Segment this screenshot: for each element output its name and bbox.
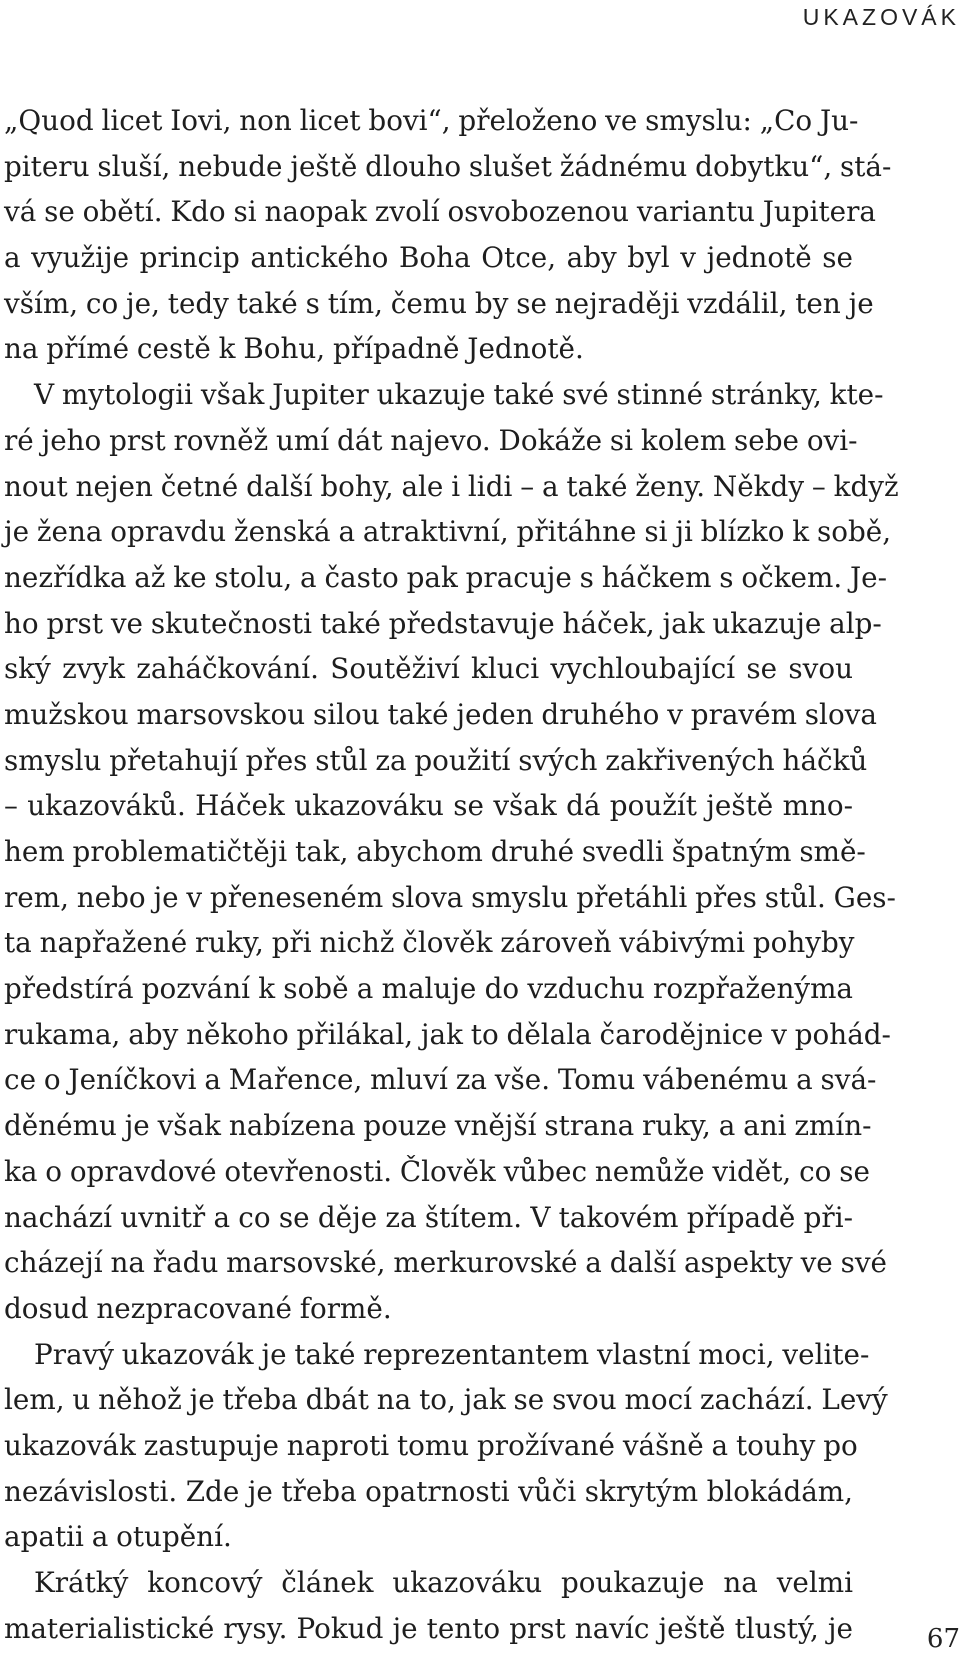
text-line: piteru sluší, nebude ještě dlouho slušet žádnému dobytku“, stá- bbox=[4, 149, 892, 183]
text-line: mužskou marsovskou silou také jeden druhého v pravém slova bbox=[4, 697, 877, 731]
text-line: ce o Jeníčkovi a Mařence, mluví za vše. Tomu vábenému a svá- bbox=[4, 1063, 877, 1097]
text-line: lem, u něhož je třeba dbát na to, jak se svou mocí zachází. Levý bbox=[4, 1383, 888, 1417]
text-line: je žena opravdu ženská a atraktivní, přitáhne si ji blízko k sobě, bbox=[4, 515, 892, 549]
text-line: cházejí na řadu marsovské, merkurovské a další aspekty ve své bbox=[4, 1246, 887, 1280]
page-number: 67 bbox=[926, 1624, 960, 1654]
text-line: rem, nebo je v přeneseném slova smyslu přetáhli přes stůl. Ges- bbox=[4, 880, 896, 914]
text-line: nachází uvnitř a co se děje za štítem. V takovém případě při- bbox=[4, 1200, 853, 1234]
text-line: vším, co je, tedy také s tím, čemu by se nejraději vzdálil, ten je bbox=[4, 286, 874, 320]
text-line: „Quod licet Iovi, non licet bovi“, přeloženo ve smyslu: „Co Ju- bbox=[4, 104, 859, 137]
text-line: smyslu přetahují přes stůl za použití svých zakřivených háčků bbox=[4, 743, 868, 777]
text-line: na přímé cestě k Bohu, případně Jednotě. bbox=[4, 332, 584, 366]
text-line: ho prst ve skutečnosti také představuje háček, jak ukazuje alp- bbox=[4, 606, 882, 640]
text-line: ukazovák zastupuje naproti tomu prožívané vášně a touhy po bbox=[4, 1428, 858, 1462]
text-line: dosud nezpracované formě. bbox=[4, 1291, 392, 1325]
text-line: ta napřažené ruky, při nichž člověk zároveň vábivými pohyby bbox=[4, 926, 855, 960]
running-head: UKAZOVÁK bbox=[802, 4, 960, 30]
text-line: nout nejen četné další bohy, ale i lidi – a také ženy. Někdy – když bbox=[4, 469, 899, 503]
text-line: ský zvyk zaháčkování. Soutěživí kluci vychloubající se svou bbox=[4, 652, 853, 686]
text-line: nezávislosti. Zde je třeba opatrnosti vůči skrytým blokádám, bbox=[4, 1474, 853, 1508]
text-line: hem problematičtěji tak, abychom druhé svedli špatným smě- bbox=[4, 835, 866, 868]
text-line: – ukazováků. Háček ukazováku se však dá použít ještě mno- bbox=[4, 789, 853, 823]
text-line: předstírá pozvání k sobě a maluje do vzduchu rozpřaženýma bbox=[4, 972, 853, 1006]
text-line: Krátký koncový článek ukazováku poukazuje na velmi bbox=[34, 1566, 853, 1599]
text-line: V mytologii však Jupiter ukazuje také své stinné stránky, kte- bbox=[34, 378, 884, 412]
text-line: děnému je však nabízena pouze vnější strana ruky, a ani zmín- bbox=[4, 1109, 872, 1143]
text-line: rukama, aby někoho přilákal, jak to dělala čarodějnice v pohád- bbox=[4, 1017, 891, 1051]
text-line: a využije princip antického Boha Otce, aby byl v jednotě se bbox=[4, 241, 853, 275]
text-line: vá se obětí. Kdo si naopak zvolí osvobozenou variantu Jupitera bbox=[4, 195, 876, 229]
text-line: apatii a otupění. bbox=[4, 1520, 232, 1554]
text-line: nezřídka až ke stolu, a často pak pracuje s háčkem s očkem. Je- bbox=[4, 560, 888, 594]
body-text bbox=[4, 98, 899, 1651]
text-line: ré jeho prst rovněž umí dát najevo. Dokáže si kolem sebe ovi- bbox=[4, 423, 858, 457]
text-line: ka o opravdové otevřenosti. Člověk vůbec nemůže vidět, co se bbox=[4, 1154, 870, 1188]
text-line: Pravý ukazovák je také reprezentantem vlastní moci, velite- bbox=[34, 1337, 870, 1371]
text-line: materialistické rysy. Pokud je tento prst navíc ještě tlustý, je bbox=[4, 1611, 853, 1645]
